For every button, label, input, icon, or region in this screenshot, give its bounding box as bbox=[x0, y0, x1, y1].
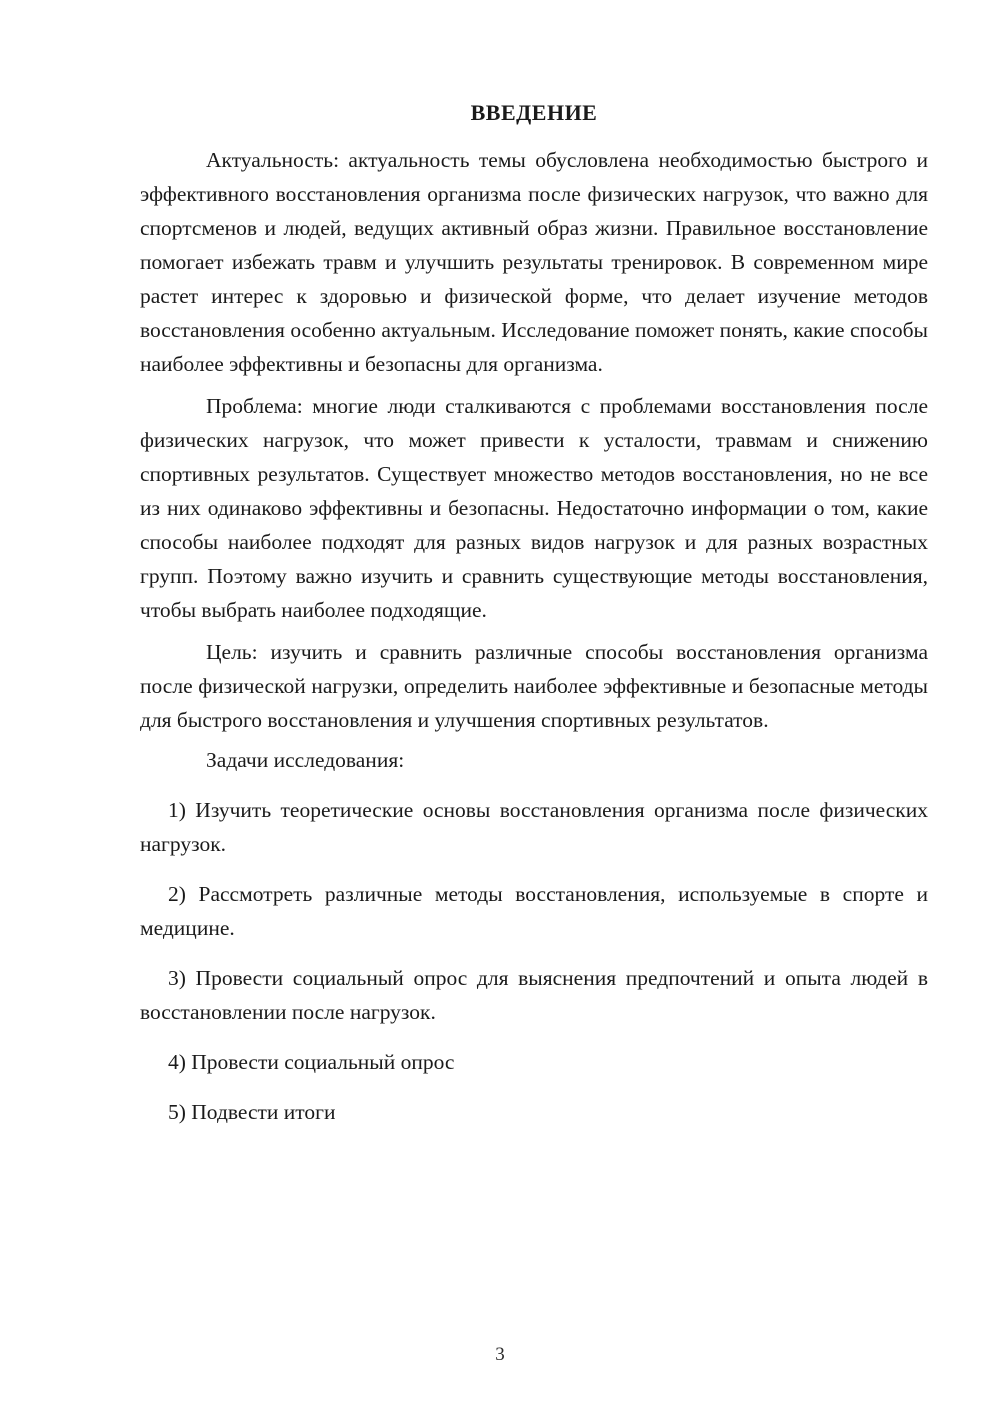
spacer bbox=[140, 868, 928, 878]
list-item: 3) Провести социальный опрос для выяснения предпочтений и опыта людей в восстановлении после нагрузок. bbox=[140, 965, 928, 1024]
paragraph-goal: Цель: изучить и сравнить различные способы восстановления организма после физической нагрузки, определить наиболее эффективные и безопасные методы для быстрого восстановления и улучшения спортивных результатов. bbox=[140, 639, 928, 732]
list-item: 1) Изучить теоретические основы восстановления организма после физических нагрузок. bbox=[140, 797, 928, 856]
list-item: 2) Рассмотреть различные методы восстановления, используемые в спорте и медицине. bbox=[140, 881, 928, 940]
spacer bbox=[140, 784, 928, 794]
paragraph-relevance: Актуальность: актуальность темы обусловлена необходимостью быстрого и эффективного восстановления организма после физических нагрузок, что важно для спортсменов и людей, ведущих активный образ жизни. Правильное восстановление помогает избежать травм и улучшить результаты тренировок. В современном мире растет интерес к здоровью и физической форме, что делает изучение методов восстановления особенно актуальным. Исследование поможет понять, какие способы наиболее эффективны и безопасны для организма. bbox=[140, 148, 928, 377]
list-item: 4) Провести социальный опрос bbox=[168, 1049, 455, 1074]
spacer bbox=[140, 1036, 928, 1046]
list-item: 5) Подвести итоги bbox=[168, 1099, 336, 1124]
spacer bbox=[140, 1086, 928, 1096]
page-title: ВВЕДЕНИЕ bbox=[470, 100, 598, 125]
tasks-heading: Задачи исследования: bbox=[206, 747, 405, 772]
spacer bbox=[140, 952, 928, 962]
paragraph-problem: Проблема: многие люди сталкиваются с проблемами восстановления после физических нагрузок, что может привести к усталости, травмам и снижению спортивных результатов. Существует множество методов восстановления, но не все из них одинаково эффективны и безопасны. Недостаточно информации о том, какие способы наиболее подходят для разных видов нагрузок и для разных возрастных групп. Поэтому важно изучить и сравнить существующие методы восстановления, чтобы выбрать наиболее подходящие. bbox=[140, 394, 928, 622]
page-number: 3 bbox=[495, 1344, 505, 1365]
